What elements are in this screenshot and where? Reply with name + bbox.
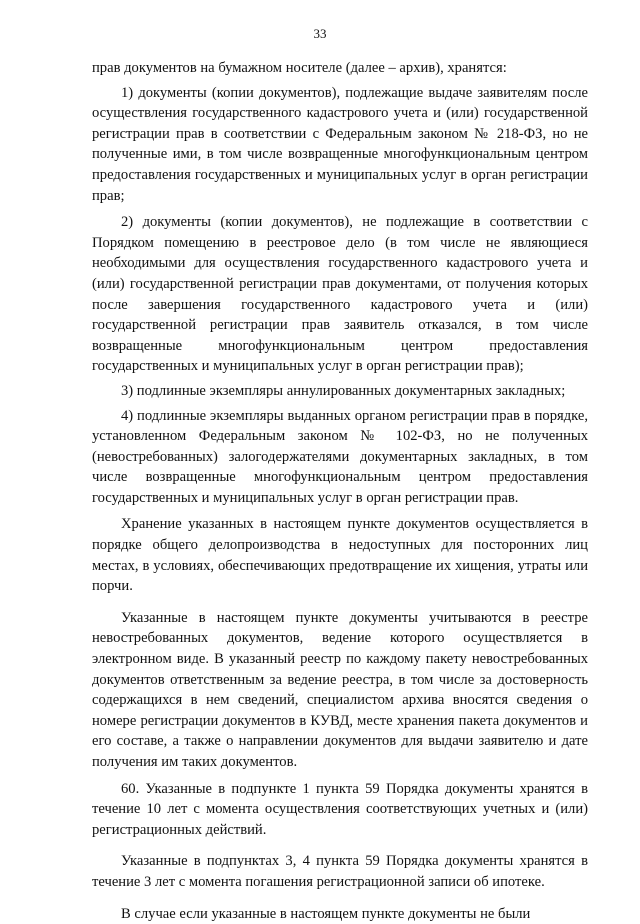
page-number: 33 xyxy=(313,26,327,41)
paragraph-item-4: 4) подлинные экземпляры выданных органом регистрации прав в порядке, установленном Федеральным законом № 102-ФЗ, но не полученных (невостребованных) залогодержателями документарных закладных, в том числе возвращенные многофункциональным центром предоставления государственных и муниципальных услуг в орган регистрации прав. xyxy=(92,407,588,506)
paragraph-continuation: прав документов на бумажном носителе (далее – архив), хранятся: xyxy=(92,60,507,76)
paragraph-mortgage: Указанные в подпунктах 3, 4 пункта 59 Порядка документы хранятся в течение 3 лет с момента погашения регистрационной записи об ипотеке. xyxy=(92,853,588,890)
paragraph-storage: Хранение указанных в настоящем пункте документов осуществляется в порядке общего делопроизводства в недоступных для посторонних лиц местах, в условиях, обеспечивающих предотвращение их хищения, утраты или порчи. xyxy=(92,516,588,595)
paragraph-item-1: 1) документы (копии документов), подлежащие выдаче заявителям после осуществления государственного кадастрового учета и (или) государственной регистрации прав в соответствии с Федеральным законом № 218-ФЗ, но не полученные ими, в том числе возвращенные многофункциональным центром предоставления государственных и муниципальных услуг в орган регистрации прав; xyxy=(92,84,588,204)
document-body xyxy=(92,58,588,924)
paragraph-item-3: 3) подлинные экземпляры аннулированных документарных закладных; xyxy=(121,382,566,399)
paragraph-60: 60. Указанные в подпункте 1 пункта 59 Порядка документы хранятся в течение 10 лет с момента осуществления соответствующих учетных и (или) регистрационных действий. xyxy=(92,780,588,838)
paragraph-item-2: 2) документы (копии документов), не подлежащие в соответствии с Порядком помещению в реестровое дело (в том числе не являющиеся необходимыми для осуществления государственного кадастрового учета и (или) государственной регистрации прав документами, от получения которых после завершения государственного кадастрового учета и (или) государственной регистрации прав заявитель отказался, в том числе возвращенные многофункциональным центром предоставления государственных и муниципальных услуг в орган регистрации прав); xyxy=(92,214,588,375)
paragraph-registry: Указанные в настоящем пункте документы учитываются в реестре невостребованных документов, ведение которого осуществляется в электронном виде. В указанный реестр по каждому пакету невостребованных документов ответственным за ведение реестра, в том числе за достоверность содержащихся в нем сведений, специалистом архива вносятся сведения о номере регистрации документов в КУВД, месте хранения пакета документов и его составе, а также о направлении документов для выдачи заявителю и дате получения им таких документов. xyxy=(92,609,588,770)
paragraph-case: В случае если указанные в настоящем пункте документы не были xyxy=(121,905,531,922)
